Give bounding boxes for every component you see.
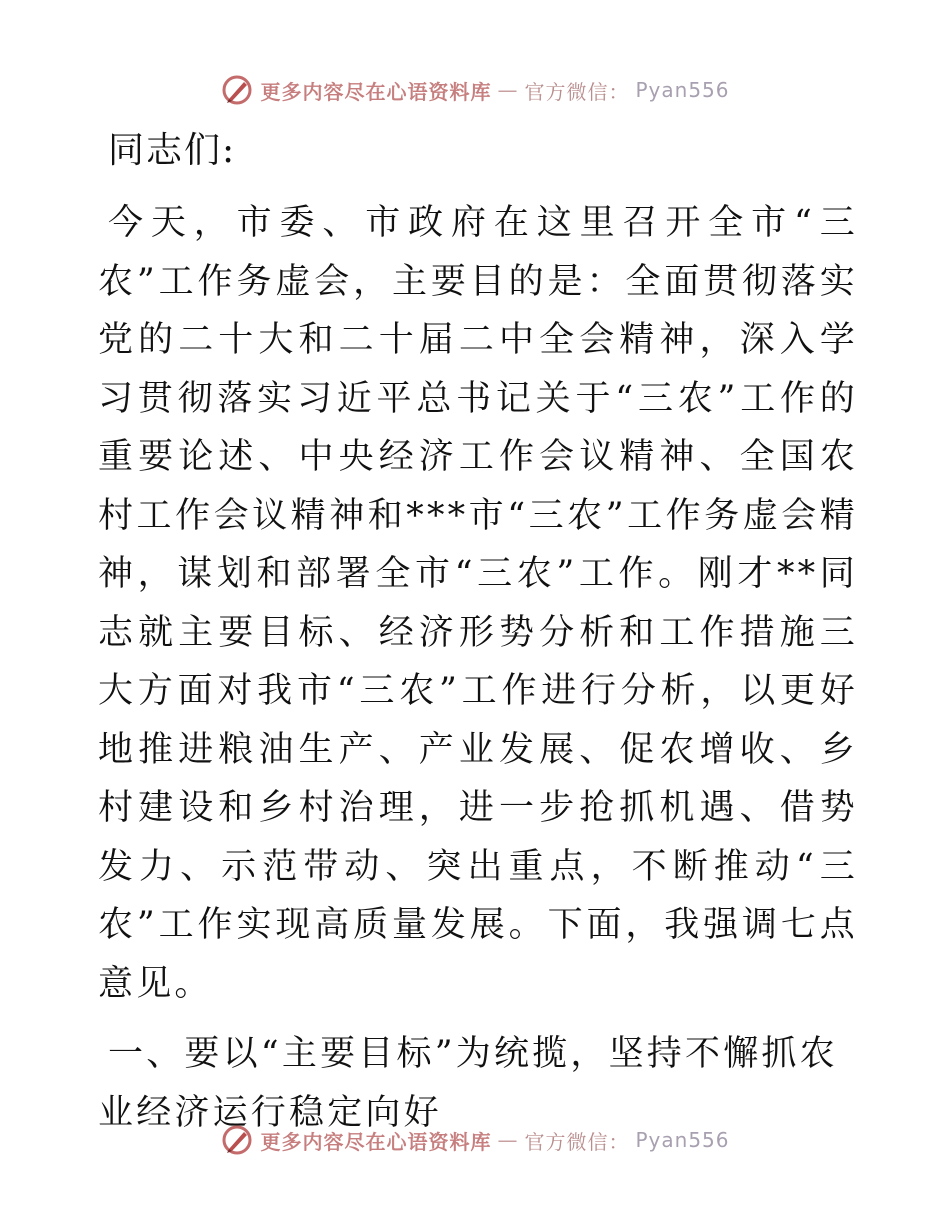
watermark-wechat-label: 官方微信： xyxy=(524,1129,630,1154)
watermark-separator: — xyxy=(497,78,519,102)
section-heading: 一、要以“主要目标”为统揽，坚持不懈抓农业经济运行稳定向好 xyxy=(98,1034,838,1133)
pen-logo-icon xyxy=(220,1123,254,1157)
watermark-separator: — xyxy=(497,1128,519,1152)
header-watermark xyxy=(0,70,950,110)
watermark-wechat-label: 官方微信： xyxy=(524,79,630,104)
body-paragraph: 今天，市委、市政府在这里召开全市“三农”工作务虚会，主要目的是：全面贯彻落实党的二十大和二十届二中全会精神，深入学习贯彻落实习近平总书记关于“三农”工作的重要论述、中央经济工作会议精神、全国农村工作会议精神和***市“三农”工作务虚会精神，谋划和部署全市“三农”工作。刚才**同志就主要目标、经济形势分析和工作措施三大方面对我市“三农”工作进行分析，以更好地推进粮油生产、产业发展、促农增收、乡村建设和乡村治理，进一步抢抓机遇、借势发力、示范带动、突出重点，不断推动“三农”工作实现高质量发展。下面，我强调七点意见。 xyxy=(98,203,858,1004)
footer-watermark xyxy=(0,1120,950,1160)
watermark-site-name: 更多内容尽在心语资料库 xyxy=(260,79,492,104)
watermark-site-name: 更多内容尽在心语资料库 xyxy=(260,1129,492,1154)
salutation: 同志们: xyxy=(108,130,237,171)
watermark-wechat-id: Pyan556 xyxy=(635,1128,730,1152)
document-body xyxy=(98,122,858,1142)
pen-logo-icon xyxy=(220,73,254,107)
watermark-wechat-id: Pyan556 xyxy=(635,78,730,102)
